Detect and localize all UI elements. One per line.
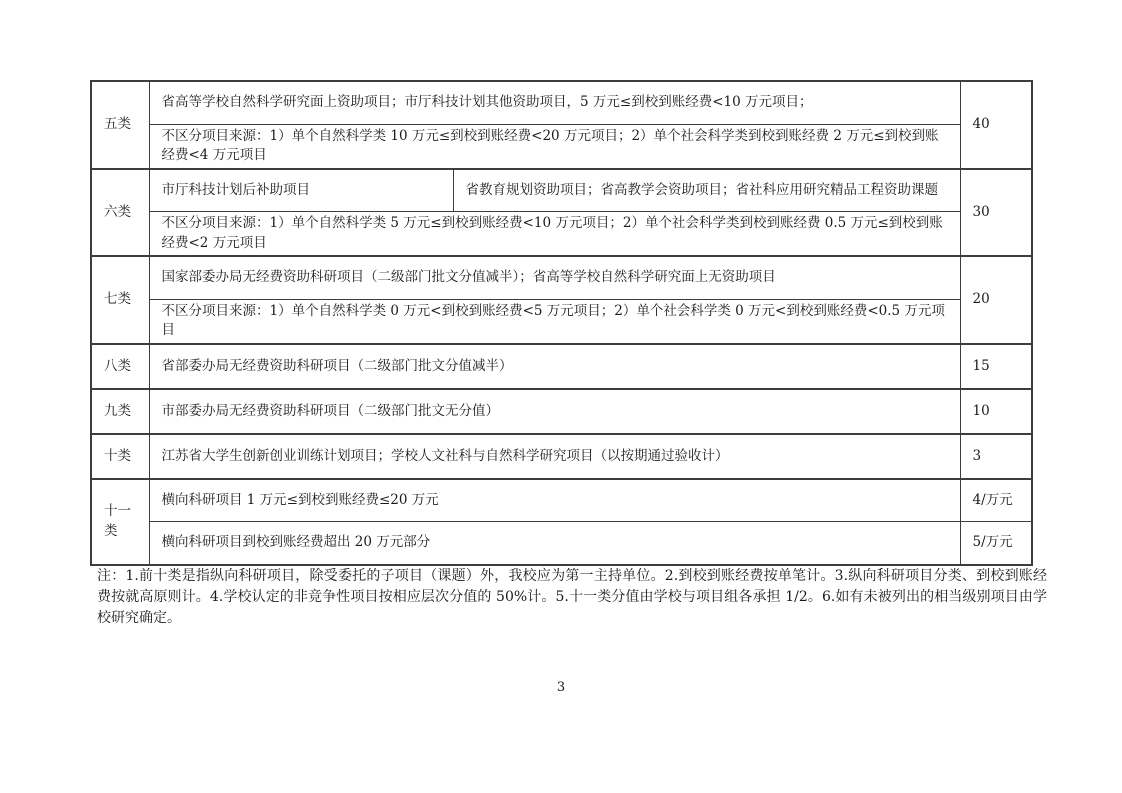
score-cell: 30	[960, 169, 1032, 257]
category-cell: 五类	[91, 81, 149, 169]
category-cell: 九类	[91, 389, 149, 434]
page-number: 3	[556, 680, 566, 695]
score-cell: 10	[960, 389, 1032, 434]
table-row-category6	[91, 169, 1032, 212]
table-row-category5-sub	[91, 124, 1032, 169]
project-cell: 市厅科技计划后补助项目	[149, 169, 453, 212]
project-cell: 国家部委办局无经费资助科研项目（二级部门批文分值减半）；省高等学校自然科学研究面上无资助项目	[149, 256, 960, 299]
category-cell: 十类	[91, 434, 149, 479]
category-cell: 十一类	[91, 479, 149, 565]
score-cell: 3	[960, 434, 1032, 479]
project-cell: 省教育规划资助项目；省高教学会资助项目；省社科应用研究精品工程资助课题	[453, 169, 960, 212]
table-row-category6-sub	[91, 212, 1032, 257]
project-cell: 不区分项目来源：1）单个自然科学类 5 万元≤到校到账经费<10 万元项目；2）单个社会科学类到校到账经费 0.5 万元≤到校到账经费<2 万元项目	[149, 212, 960, 257]
score-cell: 15	[960, 344, 1032, 389]
score-cell: 20	[960, 256, 1032, 344]
score-cell: 40	[960, 81, 1032, 169]
project-cell: 省部委办局无经费资助科研项目（二级部门批文分值减半）	[149, 344, 960, 389]
table-row-category7	[91, 256, 1032, 299]
category-cell: 六类	[91, 169, 149, 257]
table-row-category11-sub	[91, 522, 1032, 565]
table-row-category7-sub	[91, 299, 1032, 344]
project-cell: 不区分项目来源：1）单个自然科学类 10 万元≤到校到账经费<20 万元项目；2）单个社会科学类到校到账经费 2 万元≤到校到账经费<4 万元项目	[149, 124, 960, 169]
table-row-category11	[91, 479, 1032, 522]
project-cell: 市部委办局无经费资助科研项目（二级部门批文无分值）	[149, 389, 960, 434]
footnote-text: 注：1.前十类是指纵向科研项目，除受委托的子项目（课题）外，我校应为第一主持单位。2.到校到账经费按单笔计。3.纵向科研项目分类、到校到账经费按就高原则计。4.学校认定的非竞争性项目按相应层次分值的 50%计。5.十一类分值由学校与项目组各承担 1/2。6.如有未被列出的相当级别项目由学校研究确定。	[97, 568, 1047, 626]
table-row-category10	[91, 434, 1032, 479]
table-row-category8	[91, 344, 1032, 389]
score-cell: 5/万元	[960, 522, 1032, 565]
category-cell: 七类	[91, 256, 149, 344]
score-cell: 4/万元	[960, 479, 1032, 522]
project-cell: 不区分项目来源：1）单个自然科学类 0 万元<到校到账经费<5 万元项目；2）单个社会科学类 0 万元<到校到账经费<0.5 万元项目	[149, 299, 960, 344]
category-cell: 八类	[91, 344, 149, 389]
table-row-category5	[91, 81, 1032, 124]
project-cell: 横向科研项目 1 万元≤到校到账经费≤20 万元	[149, 479, 960, 522]
table-row-category9	[91, 389, 1032, 434]
project-score-table	[90, 80, 1033, 566]
project-cell: 横向科研项目到校到账经费超出 20 万元部分	[149, 522, 960, 565]
project-cell: 江苏省大学生创新创业训练计划项目；学校人文社科与自然科学研究项目（以按期通过验收计）	[149, 434, 960, 479]
project-cell: 省高等学校自然科学研究面上资助项目；市厅科技计划其他资助项目，5 万元≤到校到账经费<10 万元项目；	[149, 81, 960, 124]
